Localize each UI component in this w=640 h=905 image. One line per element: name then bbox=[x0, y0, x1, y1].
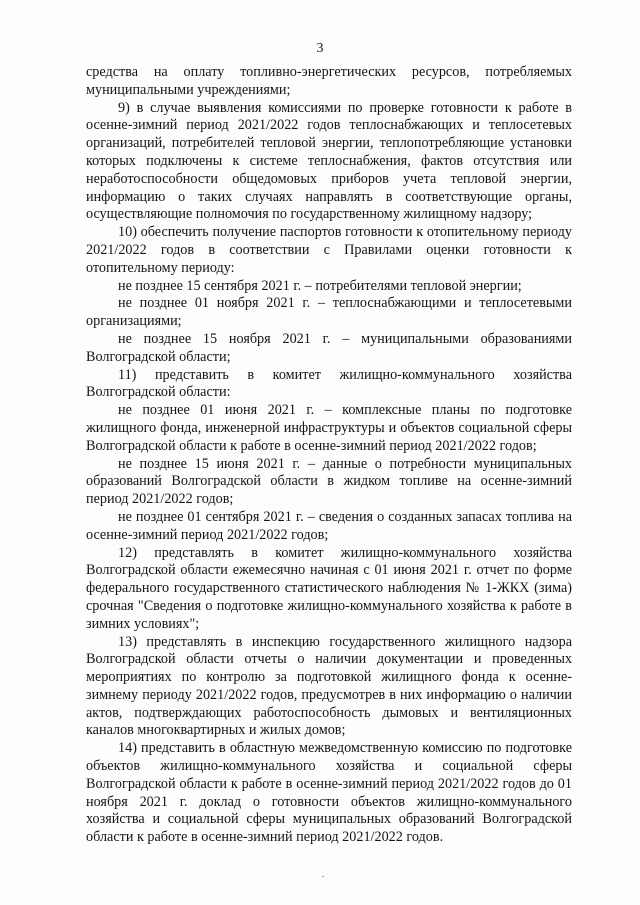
paragraph-item-13: 13) представлять в инспекцию государственного жилищного надзора Волгоградской области отчеты о наличии документации и проведенных мероприятиях по контролю за подготовкой жилищного фонда к осенне-зимнему периоду 2021/2022 годов, предусмотрев в них информацию о наличии актов, подтверждающих работоспособность дымовых и вентиляционных каналов многоквартирных и жилых домов; bbox=[86, 633, 572, 739]
paragraph-item-10-deadline-1: не позднее 15 сентября 2021 г. – потребителями тепловой энергии; bbox=[118, 277, 522, 294]
paragraph-item-10-deadline-3: не позднее 15 ноября 2021 г. – муниципальными образованиями Волгоградской области; bbox=[86, 330, 572, 365]
paragraph-item-10: 10) обеспечить получение паспортов готовности к отопительному периоду 2021/2022 годов в соответствии с Правилами оценки готовности к отопительному периоду: bbox=[86, 224, 572, 276]
page-number: 3 bbox=[316, 41, 324, 56]
paragraph-item-14: 14) представить в областную межведомственную комиссию по подготовке объектов жилищно-коммунального хозяйства и социальной сферы Волгоградской области к работе в осенне-зимний период 2021/2022 годов до 01 ноября 2021 г. доклад о готовности объектов жилищно-коммунального хозяйства и социальной сферы муниципальных образований Волгоградской области к работе в осенне-зимний период 2021/2022 годов. bbox=[86, 740, 572, 846]
paragraph-item-12: 12) представлять в комитет жилищно-коммунального хозяйства Волгоградской области ежемесячно начиная с 01 июня 2021 г. отчет по форме федерального государственного статистического наблюдения № 1-ЖКХ (зима) срочная "Сведения о подготовке жилищно-коммунального хозяйства к работе в зимних условиях"; bbox=[86, 544, 572, 632]
paragraph-item-10-deadline-2: не позднее 01 ноября 2021 г. – теплоснабжающими и теплосетевыми организациями; bbox=[86, 295, 572, 330]
paragraph-item-11: 11) представить в комитет жилищно-коммунального хозяйства Волгоградской области: bbox=[86, 366, 572, 401]
paragraph-item-9: 9) в случае выявления комиссиями по проверке готовности к работе в осенне-зимний период 2021/2022 годов теплоснабжающих и теплосетевых организаций, потребителей тепловой энергии, теплопотребляющие установки которых подключены к системе теплоснабжения, фактов отсутствия или неработоспособности общедомовых приборов учета тепловой энергии, информацию о таких случаях направлять в соответствующие органы, осуществляющие полномочия по государственному жилищному надзору; bbox=[86, 99, 572, 223]
paragraph-item-11-deadline-3: не позднее 01 сентября 2021 г. – сведения о созданных запасах топлива на осенне-зимний период 2021/2022 годов; bbox=[86, 508, 572, 543]
paragraph-item-11-deadline-1: не позднее 01 июня 2021 г. – комплексные планы по подготовке жилищного фонда, инженерной инфраструктуры и объектов социальной сферы Волгоградской области к работе в осенне-зимний период 2021/2022 годов; bbox=[86, 402, 572, 454]
paragraph-continuation: средства на оплату топливно-энергетических ресурсов, потребляемых муниципальными учреждениями; bbox=[86, 64, 572, 98]
document-body bbox=[86, 64, 572, 847]
scan-speck bbox=[322, 876, 324, 877]
paragraph-item-11-deadline-2: не позднее 15 июня 2021 г. – данные о потребности муниципальных образований Волгоградской области в жидком топливе на осенне-зимний период 2021/2022 годов; bbox=[86, 455, 572, 508]
